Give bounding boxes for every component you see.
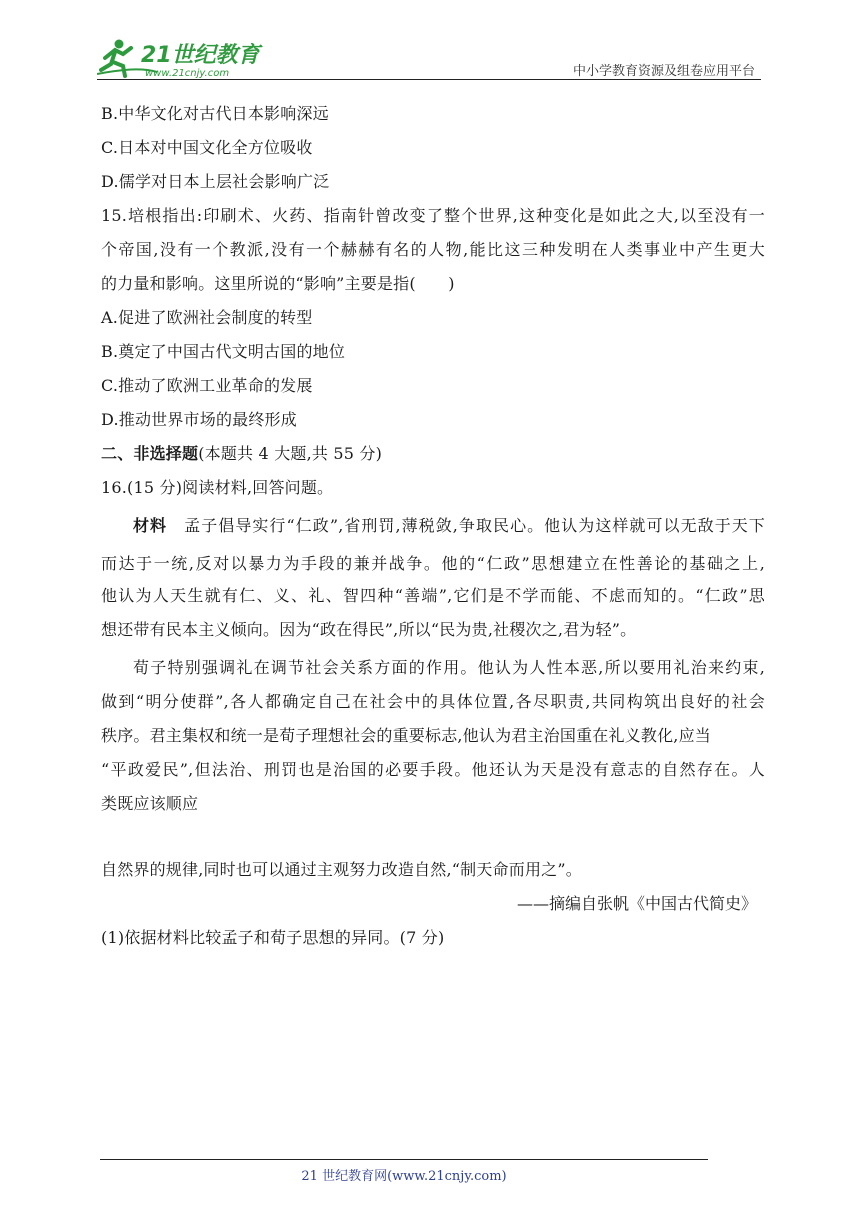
material-para1-text: 孟子倡导实行“仁政”,省刑罚,薄税敛,争取民心。他认为这样就可以无敌于天下 [184,516,765,535]
site-logo [97,36,267,80]
footer-divider [100,1159,708,1160]
material-source: ——摘编自张帆《中国古代简史》 [516,894,757,913]
q15-option-d: D.推动世界市场的最终形成 [101,410,297,429]
q14-option-c: C.日本对中国文化全方位吸收 [101,138,313,157]
section-note: (本题共 4 大题,共 55 分) [198,444,383,463]
footer-text: 21 世纪教育网(www.21cnjy.com) [301,1169,507,1184]
header-divider [97,79,761,80]
q15-option-c: C.推动了欧洲工业革命的发展 [101,376,313,395]
page-header [97,36,761,80]
q15-option-a: A.促进了欧洲社会制度的转型 [101,308,313,327]
material-para1-line: 想还带有民本主义倾向。因为“政在得民”,所以“民为贵,社稷次之,君为轻”。 [101,620,637,639]
q15-stem-line: 15.培根指出:印刷术、火药、指南针曾改变了整个世界,这种变化是如此之大,以至没有一 [101,206,765,225]
material-para2-line: 做到“明分使群”,各人都确定自己在社会中的具体位置,各尽职责,共同构筑出良好的社会 [101,692,765,711]
q14-option-b: B.中华文化对古代日本影响深远 [101,104,329,123]
q16-subquestion-1: (1)依据材料比较孟子和荀子思想的异同。(7 分) [101,928,445,947]
q15-stem-line: 的力量和影响。这里所说的“影响”主要是指( ) [101,274,455,293]
q15-option-b: B.奠定了中国古代文明古国的地位 [101,342,346,361]
section-title: 二、非选择题 [101,444,199,463]
material-para1-line: 他认为人天生就有仁、义、礼、智四种“善端”,它们是不学而能、不虑而知的。“仁政”思 [101,586,765,605]
svg-text:www.21cnjy.com: www.21cnjy.com [145,68,230,79]
material-label: 材料 [133,516,168,535]
q15-stem-line: 个帝国,没有一个教派,没有一个赫赫有名的人物,能比这三种发明在人类事业中产生更大 [101,240,765,259]
material-para2-line: “平政爱民”,但法治、刑罚也是治国的必要手段。他还认为天是没有意志的自然存在。人 [101,760,765,779]
q16-stem: 16.(15 分)阅读材料,回答问题。 [101,478,334,497]
material-para2-continuation: 自然界的规律,同时也可以通过主观努力改造自然,“制天命而用之”。 [101,860,582,879]
material-para1-line [133,515,765,537]
material-para2-line: 类既应该顺应 [101,794,199,813]
material-para2-line: 秩序。君主集权和统一是荀子理想社会的重要标志,他认为君主治国重在礼义教化,应当 [101,726,711,745]
material-para2-line: 荀子特别强调礼在调节社会关系方面的作用。他认为人性本恶,所以要用礼治来约束, [133,658,765,677]
svg-text:21世纪教育: 21世纪教育 [141,43,260,68]
q14-option-d: D.儒学对日本上层社会影响广泛 [101,172,330,191]
material-para1-line: 而达于一统,反对以暴力为手段的兼并战争。他的“仁政”思想建立在性善论的基础之上, [101,554,765,573]
section-heading [101,443,382,465]
platform-slogan: 中小学教育资源及组卷应用平台 [572,64,755,79]
